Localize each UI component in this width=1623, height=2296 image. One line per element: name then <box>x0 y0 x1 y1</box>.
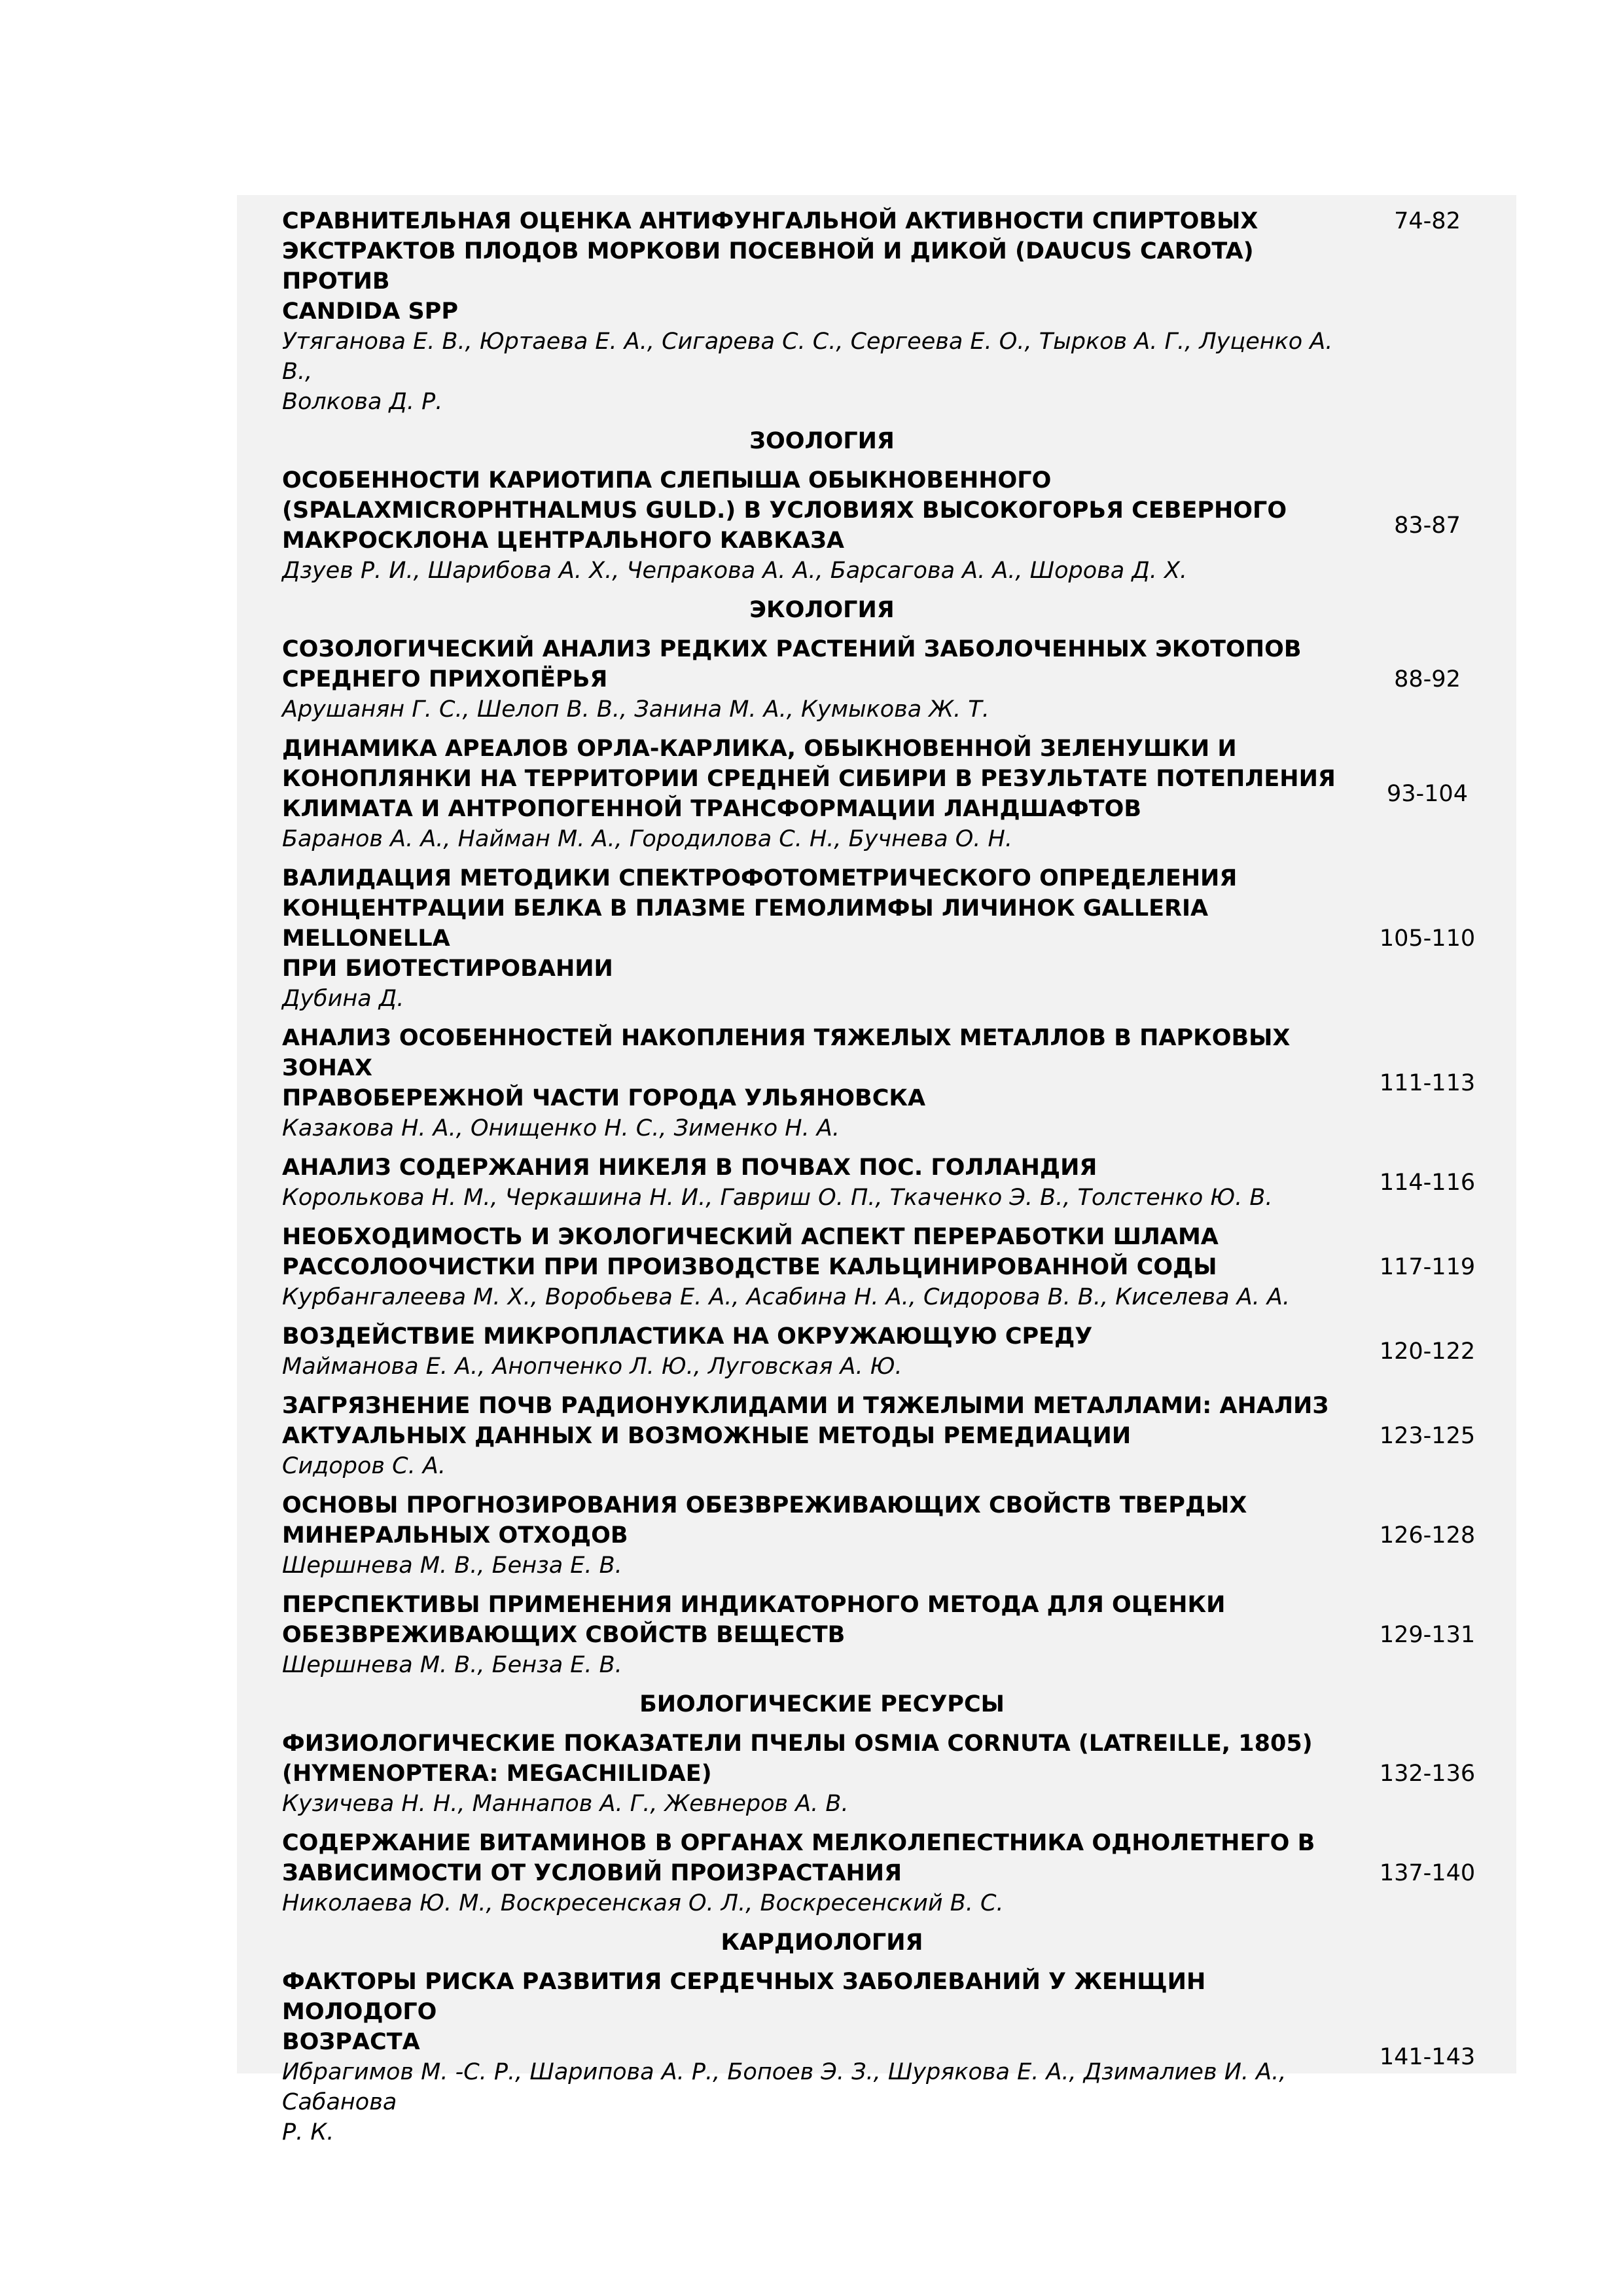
toc-entry <box>282 863 1493 1014</box>
toc-entry <box>282 1023 1493 1143</box>
toc-entry <box>282 465 1493 586</box>
toc-entry <box>282 634 1493 725</box>
article-authors: Шершнева М. В., Бенза Е. В. <box>282 1652 622 1678</box>
article-authors: Арушанян Г. С., Шелоп В. В., Занина М. А., Кумыкова Ж. Т. <box>282 696 990 723</box>
article-title: СОДЕРЖАНИЕ ВИТАМИНОВ В ОРГАНАХ МЕЛКОЛЕПЕСТНИКА ОДНОЛЕТНЕГО В ЗАВИСИМОСТИ ОТ УСЛОВИЙ ПРОИЗРАСТАНИЯ <box>282 1830 1315 1886</box>
page-range: 74-82 <box>1394 208 1461 234</box>
page-range: 117-119 <box>1379 1254 1476 1280</box>
page-range: 132-136 <box>1379 1761 1476 1787</box>
toc-entry <box>282 1490 1493 1581</box>
section-heading: ЗООЛОГИЯ <box>749 428 895 454</box>
entry-text <box>282 1023 1362 1143</box>
page-range: 105-110 <box>1379 925 1476 952</box>
entry-text <box>282 206 1362 417</box>
article-authors: Утяганова Е. В., Юртаева Е. А., Сигарева С. С., Сергеева Е. О., Тырков А. Г., Луценко А. В., Волкова Д. Р. <box>282 329 1333 415</box>
article-authors: Шершнева М. В., Бенза Е. В. <box>282 1552 622 1579</box>
page-range: 88-92 <box>1394 666 1461 692</box>
toc-entry <box>282 1153 1493 1213</box>
entry-text <box>282 1490 1362 1581</box>
article-title: ПЕРСПЕКТИВЫ ПРИМЕНЕНИЯ ИНДИКАТОРНОГО МЕТОДА ДЛЯ ОЦЕНКИ ОБЕЗВРЕЖИВАЮЩИХ СВОЙСТВ ВЕЩЕСТВ <box>282 1592 1226 1648</box>
article-title: ДИНАМИКА АРЕАЛОВ ОРЛА-КАРЛИКА, ОБЫКНОВЕННОЙ ЗЕЛЕНУШКИ И КОНОПЛЯНКИ НА ТЕРРИТОРИИ СРЕДНЕЙ СИБИРИ В РЕЗУЛЬТАТЕ ПОТЕПЛЕНИЯ КЛИМАТА И АНТРОПОГЕННОЙ ТРАНСФОРМАЦИИ ЛАНДШАФТОВ <box>282 736 1336 822</box>
section-heading: КАРДИОЛОГИЯ <box>721 1929 923 1956</box>
entry-text <box>282 863 1362 1014</box>
article-title: НЕОБХОДИМОСТЬ И ЭКОЛОГИЧЕСКИЙ АСПЕКТ ПЕРЕРАБОТКИ ШЛАМА РАССОЛООЧИСТКИ ПРИ ПРОИЗВОДСТВЕ КАЛЬЦИНИРОВАННОЙ СОДЫ <box>282 1224 1219 1280</box>
page-range: 93-104 <box>1387 781 1468 807</box>
article-authors: Кузичева Н. Н., Маннапов А. Г., Жевнеров А. В. <box>282 1791 849 1817</box>
toc-entry <box>282 1321 1493 1382</box>
article-authors: Курбангалеева М. Х., Воробьева Е. А., Асабина Н. А., Сидорова В. В., Киселева А. А. <box>282 1284 1290 1310</box>
article-title: ОСНОВЫ ПРОГНОЗИРОВАНИЯ ОБЕЗВРЕЖИВАЮЩИХ СВОЙСТВ ТВЕРДЫХ МИНЕРАЛЬНЫХ ОТХОДОВ <box>282 1492 1247 1549</box>
entry-text <box>282 1391 1362 1481</box>
section-heading: ЭКОЛОГИЯ <box>749 597 895 623</box>
section-heading: БИОЛОГИЧЕСКИЕ РЕСУРСЫ <box>639 1691 1005 1717</box>
article-title: ФИЗИОЛОГИЧЕСКИЕ ПОКАЗАТЕЛИ ПЧЕЛЫ OSMIA CORNUTA (LATREILLE, 1805) (HYMENOPTERA: MEGACHILIDAE) <box>282 1731 1313 1787</box>
page-range: 111-113 <box>1379 1070 1476 1096</box>
toc-entry <box>282 1729 1493 1819</box>
article-title: АНАЛИЗ СОДЕРЖАНИЯ НИКЕЛЯ В ПОЧВАХ ПОС. ГОЛЛАНДИЯ <box>282 1155 1097 1181</box>
article-authors: Королькова Н. М., Черкашина Н. И., Гавриш О. П., Ткаченко Э. В., Толстенко Ю. В. <box>282 1185 1273 1211</box>
toc-entry <box>282 1222 1493 1312</box>
page-range: 120-122 <box>1379 1338 1476 1365</box>
page-range: 141-143 <box>1379 2044 1476 2070</box>
toc-entry <box>282 1590 1493 1680</box>
page-range: 123-125 <box>1379 1423 1476 1449</box>
article-title: ОСОБЕННОСТИ КАРИОТИПА СЛЕПЫША ОБЫКНОВЕННОГО (SPALAXMICROPHTHALMUS GULD.) В УСЛОВИЯХ ВЫСОКОГОРЬЯ СЕВЕРНОГО МАКРОСКЛОНА ЦЕНТРАЛЬНОГО КАВКАЗА <box>282 467 1287 554</box>
article-title: АНАЛИЗ ОСОБЕННОСТЕЙ НАКОПЛЕНИЯ ТЯЖЕЛЫХ МЕТАЛЛОВ В ПАРКОВЫХ ЗОНАХ ПРАВОБЕРЕЖНОЙ ЧАСТИ ГОРОДА УЛЬЯНОВСКА <box>282 1025 1291 1111</box>
page-range: 83-87 <box>1394 512 1461 539</box>
article-authors: Дубина Д. <box>282 986 404 1012</box>
article-authors: Ибрагимов М. -С. Р., Шарипова А. Р., Бопоев Э. З., Шурякова Е. А., Дзималиев И. А., Сабанова Р. К. <box>282 2059 1287 2145</box>
article-title: ВАЛИДАЦИЯ МЕТОДИКИ СПЕКТРОФОТОМЕТРИЧЕСКОГО ОПРЕДЕЛЕНИЯ КОНЦЕНТРАЦИИ БЕЛКА В ПЛАЗМЕ ГЕМОЛИМФЫ ЛИЧИНОК GALLERIA MELLONELLA ПРИ БИОТЕСТИРОВАНИИ <box>282 865 1238 982</box>
page-range: 137-140 <box>1379 1860 1476 1886</box>
entry-text <box>282 734 1362 854</box>
entry-text <box>282 1153 1362 1213</box>
entry-text <box>282 1967 1362 2147</box>
article-authors: Дзуев Р. И., Шарибова А. Х., Чепракова А. А., Барсагова А. А., Шорова Д. Х. <box>282 558 1188 584</box>
article-authors: Казакова Н. А., Онищенко Н. С., Зименко Н. А. <box>282 1115 840 1141</box>
toc-entry <box>282 1828 1493 1918</box>
entry-text <box>282 1321 1362 1382</box>
toc-entry <box>282 206 1493 417</box>
entry-text <box>282 634 1362 725</box>
entry-text <box>282 1590 1362 1680</box>
article-authors: Николаева Ю. М., Воскресенская О. Л., Воскресенский В. С. <box>282 1890 1004 1916</box>
page-range: 114-116 <box>1379 1170 1476 1196</box>
page-range: 126-128 <box>1379 1522 1476 1549</box>
toc-entry <box>282 734 1493 854</box>
entry-text <box>282 465 1362 586</box>
article-title: ЗАГРЯЗНЕНИЕ ПОЧВ РАДИОНУКЛИДАМИ И ТЯЖЕЛЫМИ МЕТАЛЛАМИ: АНАЛИЗ АКТУАЛЬНЫХ ДАННЫХ И ВОЗМОЖНЫЕ МЕТОДЫ РЕМЕДИАЦИИ <box>282 1393 1329 1449</box>
entry-text <box>282 1729 1362 1819</box>
entry-text <box>282 1222 1362 1312</box>
article-title: СОЗОЛОГИЧЕСКИЙ АНАЛИЗ РЕДКИХ РАСТЕНИЙ ЗАБОЛОЧЕННЫХ ЭКОТОПОВ СРЕДНЕГО ПРИХОПЁРЬЯ <box>282 636 1302 692</box>
table-of-contents <box>282 206 1493 2157</box>
article-authors: Баранов А. А., Найман М. А., Городилова С. Н., Бучнева О. Н. <box>282 826 1012 852</box>
article-authors: Сидоров С. А. <box>282 1453 446 1479</box>
article-authors: Майманова Е. А., Анопченко Л. Ю., Луговская А. Ю. <box>282 1354 902 1380</box>
article-title: ФАКТОРЫ РИСКА РАЗВИТИЯ СЕРДЕЧНЫХ ЗАБОЛЕВАНИЙ У ЖЕНЩИН МОЛОДОГО ВОЗРАСТА <box>282 1969 1206 2055</box>
article-title: СРАВНИТЕЛЬНАЯ ОЦЕНКА АНТИФУНГАЛЬНОЙ АКТИВНОСТИ СПИРТОВЫХ ЭКСТРАКТОВ ПЛОДОВ МОРКОВИ ПОСЕВНОЙ И ДИКОЙ (DAUCUS CAROTA) ПРОТИВ CANDIDA SPP <box>282 208 1258 325</box>
toc-entry <box>282 1391 1493 1481</box>
article-title: ВОЗДЕЙСТВИЕ МИКРОПЛАСТИКА НА ОКРУЖАЮЩУЮ СРЕДУ <box>282 1323 1093 1350</box>
page-range: 129-131 <box>1379 1622 1476 1648</box>
entry-text <box>282 1828 1362 1918</box>
toc-entry <box>282 1967 1493 2147</box>
